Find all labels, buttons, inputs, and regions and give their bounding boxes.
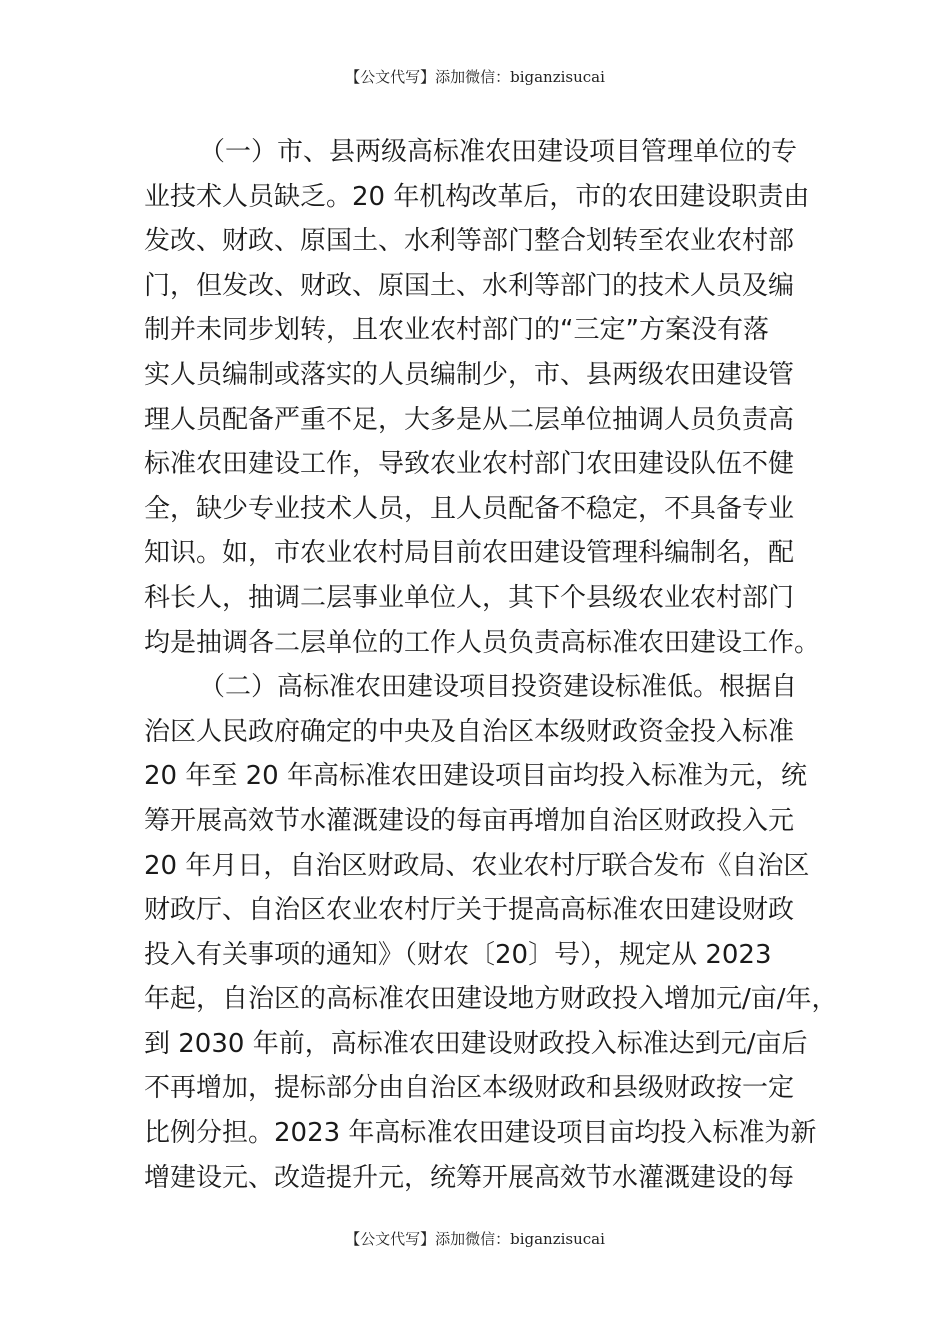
text-line: 治区人民政府确定的中央及自治区本级财政资金投入标准 — [144, 716, 795, 747]
text-line: 20 年月日，自治区财政局、农业农村厅联合发布《自治区 — [144, 850, 810, 881]
text-line: （二）高标准农田建设项目投资建设标准低。根据自 — [199, 672, 798, 703]
text-line: 业技术人员缺乏。20 年机构改革后，市的农田建设职责由 — [144, 181, 810, 212]
text-line: 年起，自治区的高标准农田建设地方财政投入增加元/亩/年， — [144, 984, 838, 1015]
text-line: 知识。如，市农业农村局目前农田建设管理科编制名，配 — [144, 538, 795, 569]
text-line: 到 2030 年前，高标准农田建设财政投入标准达到元/亩后 — [144, 1028, 808, 1059]
text-line: 20 年至 20 年高标准农田建设项目亩均投入标准为元，统 — [144, 761, 807, 792]
page-footer-watermark: 【公文代写】添加微信：biganzisucai — [345, 1230, 605, 1248]
text-line: 筹开展高效节水灌溉建设的每亩再增加自治区财政投入元 — [144, 805, 795, 836]
text-line: 全，缺少专业技术人员，且人员配备不稳定，不具备专业 — [144, 493, 795, 524]
text-line: 标准农田建设工作，导致农业农村部门农田建设队伍不健 — [144, 449, 795, 480]
text-line: 均是抽调各二层单位的工作人员负责高标准农田建设工作。 — [144, 627, 821, 658]
text-line: 发改、财政、原国土、水利等部门整合划转至农业农村部 — [144, 226, 795, 257]
paragraph-2 — [144, 665, 838, 1200]
page-header-watermark: 【公文代写】添加微信：biganzisucai — [345, 68, 605, 86]
text-line: 财政厅、自治区农业农村厅关于提高高标准农田建设财政 — [144, 895, 795, 926]
text-line: 投入有关事项的通知》（财农〔20〕号），规定从 2023 — [144, 939, 772, 970]
paragraph-1 — [144, 130, 821, 665]
document-body — [144, 130, 838, 1200]
text-line: 科长人，抽调二层事业单位人，其下个县级农业农村部门 — [144, 582, 795, 613]
text-line: 不再增加，提标部分由自治区本级财政和县级财政按一定 — [144, 1073, 795, 1104]
text-line: 比例分担。2023 年高标准农田建设项目亩均投入标准为新 — [144, 1118, 817, 1149]
text-line: 制并未同步划转，且农业农村部门的“三定”方案没有落 — [144, 315, 769, 346]
text-line: 增建设元、改造提升元，统筹开展高效节水灌溉建设的每 — [144, 1162, 795, 1193]
text-line: （一）市、县两级高标准农田建设项目管理单位的专 — [199, 137, 798, 167]
text-line: 理人员配备严重不足，大多是从二层单位抽调人员负责高 — [144, 404, 795, 435]
text-line: 门，但发改、财政、原国土、水利等部门的技术人员及编 — [144, 270, 795, 301]
text-line: 实人员编制或落实的人员编制少，市、县两级农田建设管 — [144, 359, 795, 390]
